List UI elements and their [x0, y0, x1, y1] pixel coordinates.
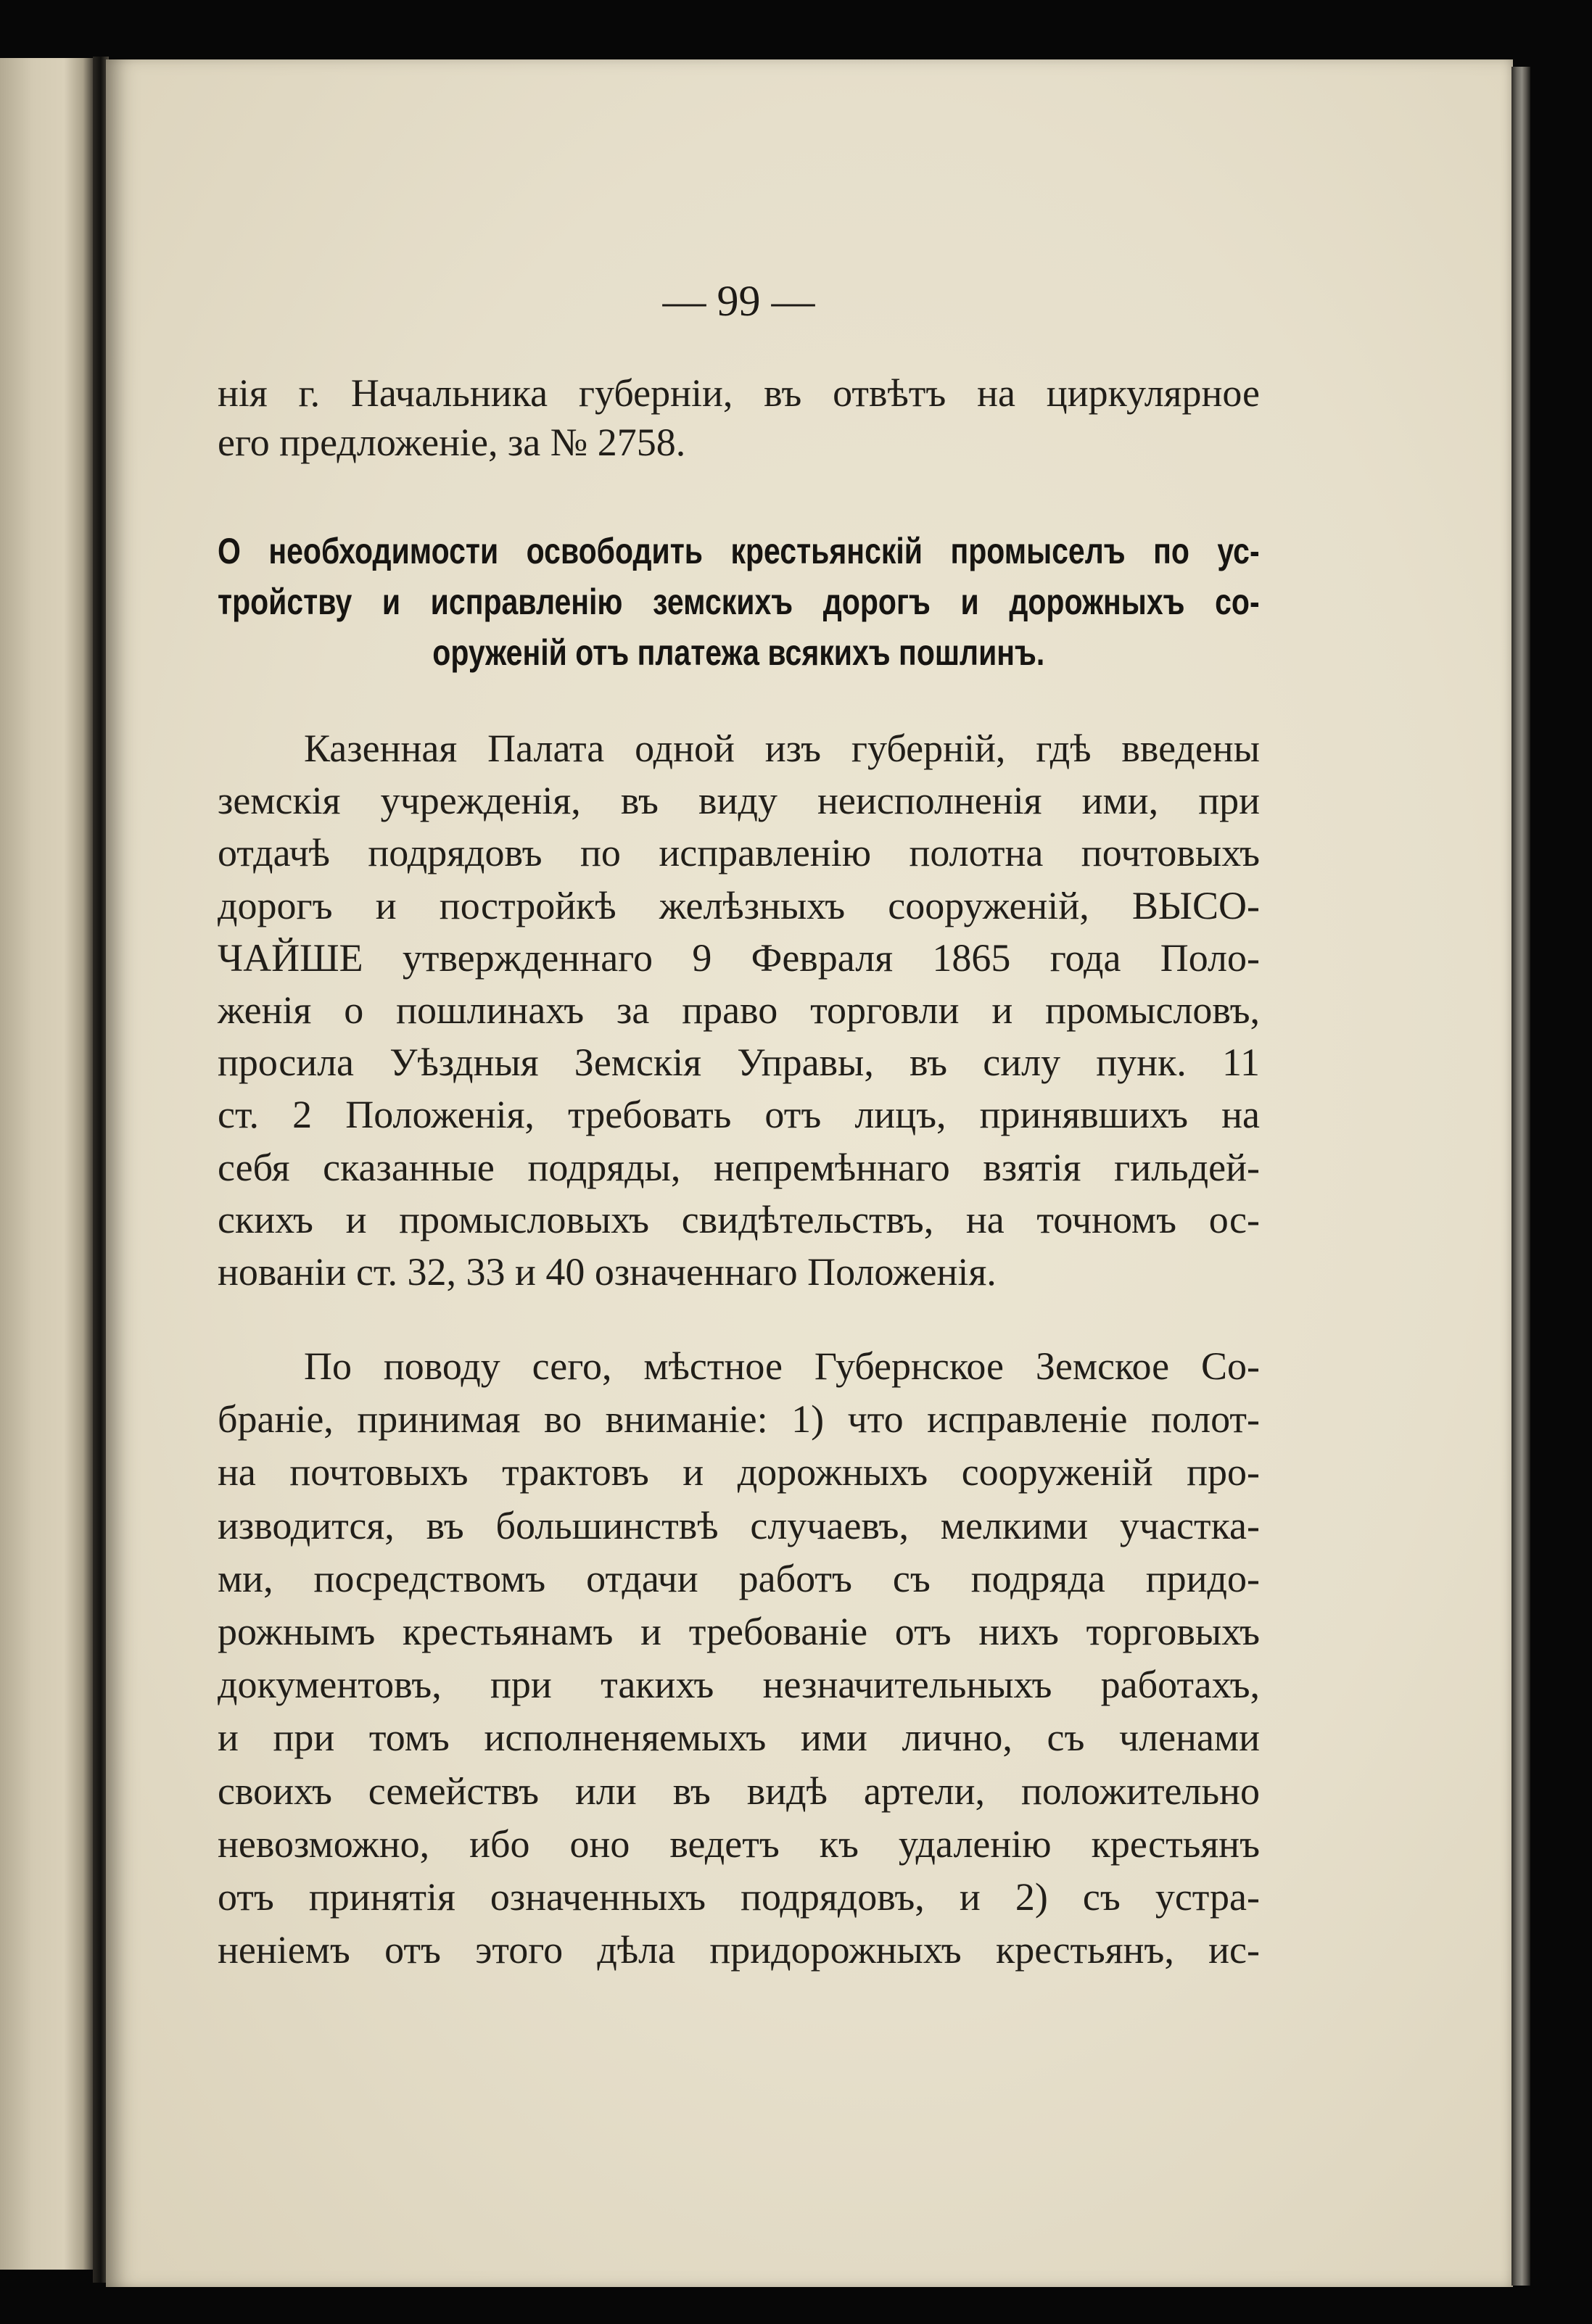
page-stack-edge: [1511, 67, 1530, 2286]
text-line: себя сказанные подряды, непремѣннаго взятія гильдей-: [218, 1145, 1260, 1189]
text-line: и при томъ исполненяемыхъ ими лично, съ членами: [218, 1716, 1260, 1760]
text-line: нованіи ст. 32, 33 и 40 означеннаго Положенія.: [218, 1249, 997, 1294]
text-line: земскія учрежденія, въ виду неисполненія ими, при: [218, 779, 1260, 823]
section-heading: [218, 526, 1260, 678]
heading-line: оруженій отъ платежа всякихъ пошлинъ.: [432, 632, 1045, 673]
text-line: своихъ семействъ или въ видѣ артели, положительно: [218, 1769, 1260, 1813]
text-line: дорогъ и постройкѣ желѣзныхъ сооруженій, ВЫСО-: [218, 883, 1260, 927]
text-line: неніемъ отъ этого дѣла придорожныхъ крестьянъ, ис-: [218, 1928, 1260, 1972]
text-line: По поводу сего, мѣстное Губернское Земское Со-: [304, 1344, 1260, 1388]
text-line: отдачѣ подрядовъ по исправленію полотна почтовыхъ: [218, 831, 1260, 875]
text-line: его предложеніе, за № 2758.: [218, 421, 686, 464]
text-line: рожнымъ крестьянамъ и требованіе отъ нихъ торговыхъ: [218, 1609, 1260, 1653]
text-line: нія г. Начальника губерніи, въ отвѣтъ на циркулярное: [218, 371, 1260, 415]
text-line: скихъ и промысловыхъ свидѣтельствъ, на точномъ ос-: [218, 1197, 1260, 1241]
text-line: ст. 2 Положенія, требовать отъ лицъ, принявшихъ на: [218, 1093, 1260, 1137]
text-line: женія о пошлинахъ за право торговли и промысловъ,: [218, 988, 1260, 1032]
previous-page-edge: [0, 58, 94, 2270]
text-line: ми, посредствомъ отдачи работъ съ подряда придо-: [218, 1556, 1260, 1600]
continuation-text: [218, 368, 1260, 467]
text-line: ЧАЙШЕ утвержденнаго 9 Февраля 1865 года Поло-: [218, 935, 1260, 980]
text-line: отъ принятія означенныхъ подрядовъ, и 2) съ устра-: [218, 1874, 1260, 1919]
text-line: Казенная Палата одной изъ губерній, гдѣ введены: [304, 727, 1260, 770]
heading-line: тройству и исправленію земскихъ дорогъ и дорожныхъ со-: [218, 582, 1260, 622]
text-line: браніе, принимая во вниманіе: 1) что исправленіе полот-: [218, 1397, 1260, 1442]
heading-line: О необходимости освободить крестьянскій промыселъ по ус-: [218, 531, 1260, 571]
text-line: документовъ, при такихъ незначительныхъ работахъ,: [218, 1663, 1260, 1707]
text-line: изводится, въ большинствѣ случаевъ, мелкими участка-: [218, 1503, 1260, 1547]
paragraph-1: [218, 722, 1260, 1298]
page-number: — 99 —: [662, 277, 815, 325]
paragraph-2: [218, 1340, 1260, 1977]
text-line: невозможно, ибо оно ведетъ къ удаленію крестьянъ: [218, 1821, 1260, 1866]
text-line: на почтовыхъ трактовъ и дорожныхъ сооруженій про-: [218, 1450, 1260, 1494]
text-line: просила Уѣздныя Земскія Управы, въ силу пунк. 11: [218, 1041, 1260, 1085]
